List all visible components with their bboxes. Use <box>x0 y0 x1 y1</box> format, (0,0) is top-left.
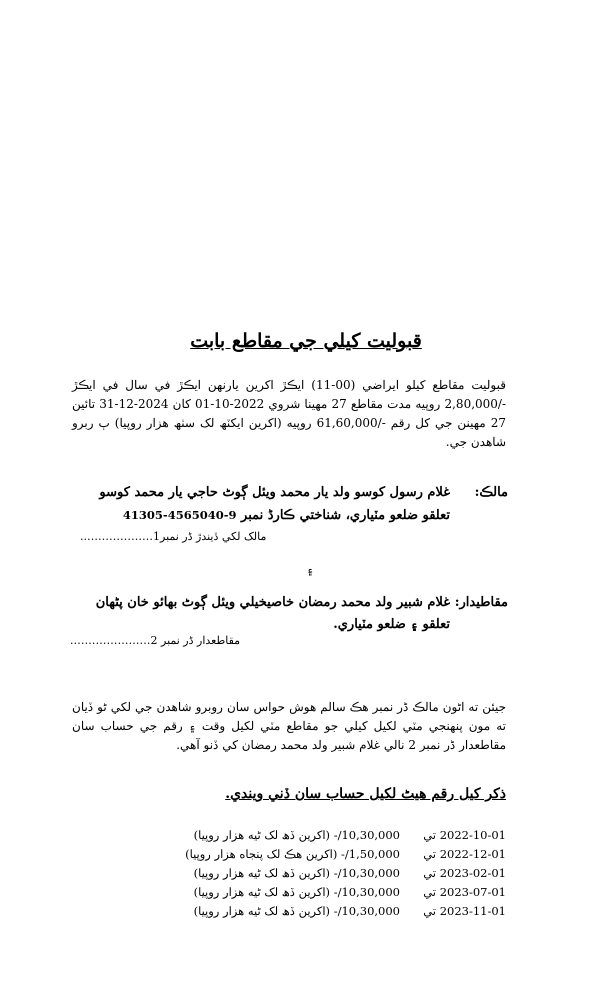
payment-figure: -/10,30,000 <box>333 866 400 880</box>
payment-schedule <box>170 826 506 921</box>
tenant-line-1: غلام شبير ولد محمد رمضان خاصيخيلي ويئل ڳوٹ بهائو خان پٹهان <box>95 595 450 610</box>
payment-amount <box>194 883 400 902</box>
payment-date: 2023-07-01 <box>439 885 506 899</box>
intro-paragraph: قبوليت مقاطع کيلو ايراضي (00-11) ايڪڙ اکرين يارنهن ايڪڙ في سال في ايڪڙ -/2,80,000 روپيه مدت مقاطع 27 مهينا شروي 2022-10-01 کان 2024-12-31 تائين 27 مهينن جي کل رقم -/61,60,000 روپيه (اکرين ايکٽھ لک سٺھ هزار روپيا) ٻ ربرو شاهدن جي. <box>72 378 507 449</box>
payment-on: تي <box>423 847 436 861</box>
payment-row <box>170 902 506 921</box>
payment-date: 2022-12-01 <box>439 847 506 861</box>
owner-line-2-text: تعلقو ضلعو مٽياري، شناختي ڪارڈ نمبر <box>241 508 450 523</box>
payment-on: تي <box>423 828 436 842</box>
tenant-signature-line: مقاطعدار ڈر نمبر 2…………………. <box>70 634 241 647</box>
payment-words: (اکرين ڏھ لک ٹيه هزار روپيا) <box>193 866 331 880</box>
payment-on: تي <box>423 904 436 918</box>
payment-words: (اکرين ڏھ لک ٹيه هزار روپيا) <box>193 828 331 842</box>
owner-label: مالڪ: <box>474 485 508 500</box>
payment-date: 2023-11-01 <box>439 904 506 918</box>
tenant-label: مقاطيدار: <box>454 595 508 610</box>
payment-row <box>170 864 506 883</box>
payment-figure: -/10,30,000 <box>333 885 400 899</box>
payments-heading: ذکر کيل رقم هيٹ لکيل حساب سان ڏني ويندي. <box>225 786 506 802</box>
owner-cnic: 41305-4565040-9 <box>122 508 237 522</box>
payment-row <box>170 826 506 845</box>
payment-date: 2022-10-01 <box>439 828 506 842</box>
payment-amount <box>194 826 400 845</box>
payment-words: (اکرين ڏھ لک ٹيه هزار روپيا) <box>193 885 331 899</box>
document-title: قبوليت کيلي جي مقاطع بابت <box>190 330 422 352</box>
payment-words: (اکرين هڪ لک پنجاه هزار روپيا) <box>185 847 338 861</box>
tenant-line-2: تعلقو ۽ ضلعو مٽياري. <box>333 617 450 632</box>
payment-amount <box>194 864 400 883</box>
payment-date: 2023-02-01 <box>439 866 506 880</box>
payment-figure: -/10,30,000 <box>333 904 400 918</box>
and-conjunction: ۽ <box>306 562 314 576</box>
payment-figure: -/10,30,000 <box>333 828 400 842</box>
payment-words: (اکرين ڏھ لک ٹيه هزار روپيا) <box>193 904 331 918</box>
payment-figure: -/1,50,000 <box>341 847 400 861</box>
owner-line-2 <box>60 504 450 527</box>
owner-signature-line: مالک لکي ڏيندڙ ڈر نمبر1……………….. <box>80 530 267 543</box>
payment-amount <box>185 845 400 864</box>
payment-on: تي <box>423 866 436 880</box>
payment-row <box>170 845 506 864</box>
payment-amount <box>194 902 400 921</box>
declaration-paragraph: جيئن ته اٹون مالڪ ڈر نمبر هڪ سالم هوش حواس سان روبرو شاهدن جي لکي ٹو ڏيان ته مون پنهنجي مٽي لکيل کيلي جو مقاطع مٽي لکيل وقت ۽ رقم جي حساب سان مقاطعدار ڈر نمبر 2 نالي غلام شبير ولد محمد رمضان کي ڏنو آهي. <box>72 700 506 752</box>
payment-on: تي <box>423 885 436 899</box>
payment-row <box>170 883 506 902</box>
owner-line-1: غلام رسول کوسو ولد يار محمد ويئل ڳوٹ حاجي يار محمد کوسو <box>99 485 450 500</box>
